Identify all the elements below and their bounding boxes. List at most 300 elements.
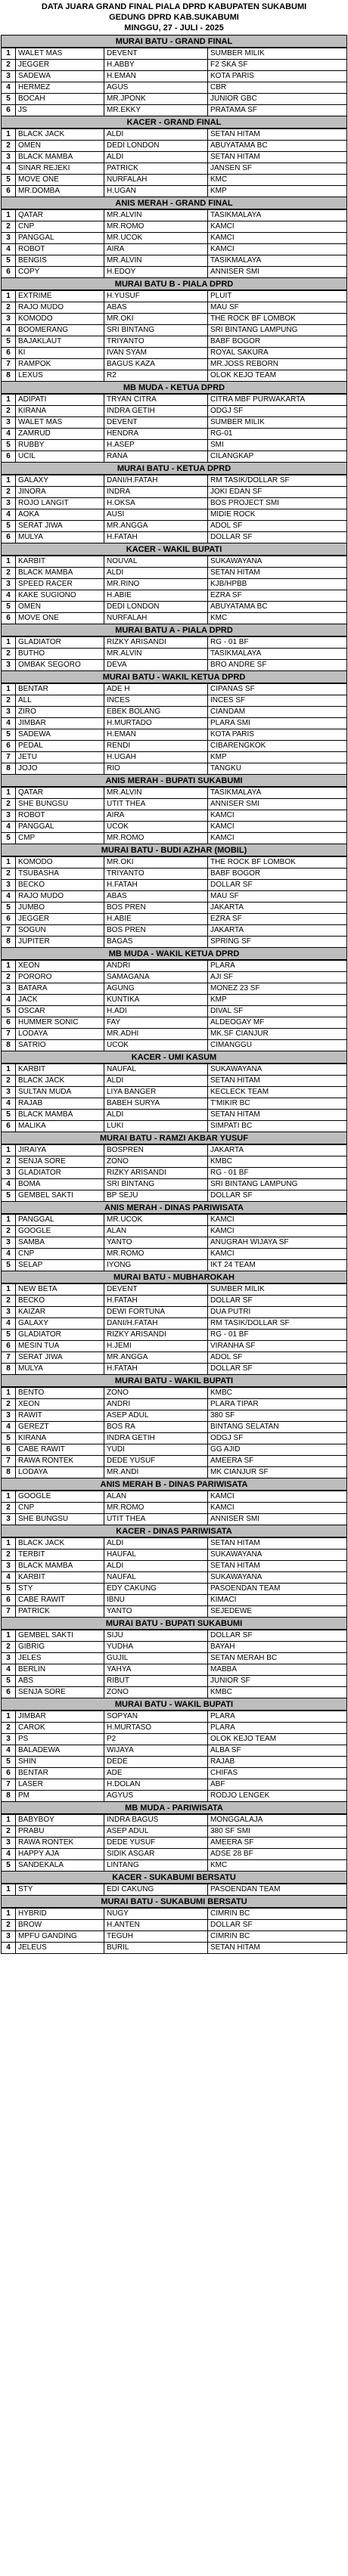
owner-cell: H.MURTADO xyxy=(104,718,208,729)
rank-cell: 1 xyxy=(2,857,16,868)
table-row xyxy=(2,590,347,602)
rank-cell: 7 xyxy=(2,752,16,763)
rank-cell: 5 xyxy=(2,94,16,105)
result-section xyxy=(1,1375,347,1478)
rank-cell: 6 xyxy=(2,532,16,543)
bird-name-cell: JELEUS xyxy=(16,1943,104,1954)
header-title: DATA JUARA GRAND FINAL PIALA DPRD KABUPATEN SUKABUMI xyxy=(41,2,307,11)
team-cell: DOLLAR SF xyxy=(208,1296,347,1307)
results-table xyxy=(1,787,347,844)
bird-name-cell: GALAXY xyxy=(16,475,104,487)
bird-name-cell: CNP xyxy=(16,1249,104,1260)
bird-name-cell: KIRANA xyxy=(16,406,104,417)
table-row xyxy=(2,221,347,233)
section-title: MURAI BATU - MUBHAROKAH xyxy=(1,1271,347,1283)
bird-name-cell: HUMMER SONIC xyxy=(16,1017,104,1029)
rank-cell: 5 xyxy=(2,255,16,267)
team-cell: ABUYATAMA BC xyxy=(208,141,347,152)
owner-cell: DEDE YUSUF xyxy=(104,1456,208,1467)
table-row xyxy=(2,1884,347,1896)
bird-name-cell: BENGIS xyxy=(16,255,104,267)
results-table xyxy=(1,1064,347,1132)
result-section xyxy=(1,1051,347,1132)
bird-name-cell: STY xyxy=(16,1884,104,1896)
owner-cell: H.FATAH xyxy=(104,1364,208,1375)
team-cell: KOTA PARIS xyxy=(208,729,347,741)
section-title: MB MUDA - WAKIL KETUA DPRD xyxy=(1,948,347,960)
bird-name-cell: EXTRIME xyxy=(16,291,104,302)
section-title: MB MUDA - KETUA DPRD xyxy=(1,382,347,394)
rank-cell: 8 xyxy=(2,1467,16,1478)
bird-name-cell: PANGGAL xyxy=(16,233,104,244)
bird-name-cell: GEMBEL SAKTI xyxy=(16,1630,104,1642)
rank-cell: 4 xyxy=(2,1572,16,1584)
owner-cell: INDRA xyxy=(104,487,208,498)
table-row xyxy=(2,1826,347,1838)
table-row xyxy=(2,613,347,624)
section-title: MURAI BATU B - PIALA DPRD xyxy=(1,278,347,290)
rank-cell: 3 xyxy=(2,880,16,891)
rank-cell: 5 xyxy=(2,175,16,186)
section-title: KACER - UMI KASUM xyxy=(1,1051,347,1064)
rank-cell: 4 xyxy=(2,822,16,833)
rank-cell: 1 xyxy=(2,961,16,972)
table-row xyxy=(2,1087,347,1098)
document xyxy=(1,0,347,1954)
results-table xyxy=(1,1908,347,1954)
owner-cell: INDRA GETIH xyxy=(104,406,208,417)
owner-cell: ABAS xyxy=(104,302,208,314)
result-section xyxy=(1,624,347,671)
bird-name-cell: JINORA xyxy=(16,487,104,498)
owner-cell: SOPYAN xyxy=(104,1711,208,1723)
bird-name-cell: ZAMRUD xyxy=(16,429,104,440)
bird-name-cell: JEGGER xyxy=(16,914,104,925)
section-title: MURAI BATU - SUKABUMI BERSATU xyxy=(1,1896,347,1908)
bird-name-cell: SOGUN xyxy=(16,925,104,937)
rank-cell: 2 xyxy=(2,1826,16,1838)
bird-name-cell: GLADIATOR xyxy=(16,637,104,649)
rank-cell: 1 xyxy=(2,1909,16,1920)
table-row xyxy=(2,1388,347,1399)
team-cell: GG AJID xyxy=(208,1444,347,1456)
bird-name-cell: ALL xyxy=(16,695,104,707)
rank-cell: 6 xyxy=(2,105,16,116)
rank-cell: 5 xyxy=(2,1260,16,1271)
rank-cell: 6 xyxy=(2,1341,16,1352)
owner-cell: ALDI xyxy=(104,1110,208,1121)
rank-cell: 3 xyxy=(2,1653,16,1664)
team-cell: CIMANGGU xyxy=(208,1040,347,1051)
results-table xyxy=(1,1144,347,1202)
owner-cell: LINTANG xyxy=(104,1860,208,1872)
owner-cell: MR.OKI xyxy=(104,857,208,868)
rank-cell: 3 xyxy=(2,1931,16,1943)
team-cell: DIVAL SF xyxy=(208,1006,347,1017)
table-row xyxy=(2,417,347,429)
team-cell: SEJEDEWE xyxy=(208,1606,347,1618)
rank-cell: 8 xyxy=(2,1040,16,1051)
team-cell: BRO ANDRE SF xyxy=(208,660,347,671)
result-section xyxy=(1,463,347,543)
table-row xyxy=(2,1642,347,1653)
team-cell: KOTA PARIS xyxy=(208,71,347,82)
table-row xyxy=(2,163,347,175)
rank-cell: 3 xyxy=(2,1168,16,1179)
result-section xyxy=(1,775,347,844)
table-row xyxy=(2,1606,347,1618)
table-row xyxy=(2,1318,347,1330)
owner-cell: H.UGAH xyxy=(104,752,208,763)
rank-cell: 5 xyxy=(2,1190,16,1202)
bird-name-cell: COPY xyxy=(16,267,104,278)
team-cell: SUKAWAYANA xyxy=(208,1550,347,1561)
owner-cell: MR.ROMO xyxy=(104,1249,208,1260)
bird-name-cell: CNP xyxy=(16,1503,104,1514)
table-row xyxy=(2,695,347,707)
bird-name-cell: GEMBEL SAKTI xyxy=(16,1190,104,1202)
owner-cell: LUKI xyxy=(104,1121,208,1132)
team-cell: PLARA xyxy=(208,961,347,972)
team-cell: DUA PUTRI xyxy=(208,1307,347,1318)
bird-name-cell: BOCAH xyxy=(16,94,104,105)
rank-cell: 3 xyxy=(2,233,16,244)
bird-name-cell: BENTAR xyxy=(16,684,104,695)
rank-cell: 2 xyxy=(2,487,16,498)
rank-cell: 2 xyxy=(2,1226,16,1237)
rank-cell: 3 xyxy=(2,1307,16,1318)
bird-name-cell: KOMODO xyxy=(16,314,104,325)
results-table xyxy=(1,1491,347,1525)
team-cell: SUMBER MILIK xyxy=(208,1284,347,1296)
bird-name-cell: PS xyxy=(16,1734,104,1745)
rank-cell: 2 xyxy=(2,1920,16,1931)
owner-cell: MR.ALVIN xyxy=(104,255,208,267)
table-row xyxy=(2,1433,347,1444)
table-row xyxy=(2,1456,347,1467)
results-table xyxy=(1,1630,347,1698)
owner-cell: EBEK BOLANG xyxy=(104,707,208,718)
owner-cell: ASEP ADUL xyxy=(104,1826,208,1838)
team-cell: ALDEOGAY MF xyxy=(208,1017,347,1029)
bird-name-cell: QATAR xyxy=(16,210,104,221)
bird-name-cell: MALIKA xyxy=(16,1121,104,1132)
owner-cell: RIBUT xyxy=(104,1676,208,1687)
team-cell: 380 SF SMI xyxy=(208,1826,347,1838)
bird-name-cell: CNP xyxy=(16,221,104,233)
team-cell: KAMCI xyxy=(208,810,347,822)
bird-name-cell: KAKE SUGIONO xyxy=(16,590,104,602)
team-cell: RM TASIK/DOLLAR SF xyxy=(208,1318,347,1330)
table-row xyxy=(2,579,347,590)
table-row xyxy=(2,370,347,382)
bird-name-cell: CABE RAWIT xyxy=(16,1595,104,1606)
bird-name-cell: TSUBASHA xyxy=(16,868,104,880)
table-row xyxy=(2,752,347,763)
bird-name-cell: NEW BETA xyxy=(16,1284,104,1296)
rank-cell: 1 xyxy=(2,684,16,695)
owner-cell: MR.ALVIN xyxy=(104,210,208,221)
team-cell: KMC xyxy=(208,1860,347,1872)
owner-cell: MR.ANGGA xyxy=(104,521,208,532)
rank-cell: 2 xyxy=(2,302,16,314)
rank-cell: 6 xyxy=(2,1121,16,1132)
team-cell: KIMACI xyxy=(208,1595,347,1606)
team-cell: SETAN HITAM xyxy=(208,1076,347,1087)
rank-cell: 6 xyxy=(2,1595,16,1606)
owner-cell: H.EDOY xyxy=(104,267,208,278)
bird-name-cell: OSCAR xyxy=(16,1006,104,1017)
team-cell: RG - 01 BF xyxy=(208,637,347,649)
team-cell: CBR xyxy=(208,82,347,94)
owner-cell: RANA xyxy=(104,451,208,463)
rank-cell: 5 xyxy=(2,602,16,613)
rank-cell: 2 xyxy=(2,60,16,71)
table-row xyxy=(2,325,347,336)
section-title: ANIS MERAH - GRAND FINAL xyxy=(1,197,347,209)
team-cell: DOLLAR SF xyxy=(208,1364,347,1375)
bird-name-cell: GIBRIG xyxy=(16,1642,104,1653)
table-row xyxy=(2,1156,347,1168)
rank-cell: 2 xyxy=(2,868,16,880)
rank-cell: 1 xyxy=(2,1884,16,1896)
rank-cell: 6 xyxy=(2,1444,16,1456)
team-cell: ODGJ SF xyxy=(208,406,347,417)
table-row xyxy=(2,314,347,325)
bird-name-cell: BLACK JACK xyxy=(16,129,104,141)
table-row xyxy=(2,1260,347,1271)
team-cell: PASOENDAN TEAM xyxy=(208,1584,347,1595)
result-section xyxy=(1,36,347,116)
owner-cell: UCOK xyxy=(104,822,208,833)
table-row xyxy=(2,868,347,880)
table-row xyxy=(2,1110,347,1121)
owner-cell: NUGY xyxy=(104,1909,208,1920)
bird-name-cell: JUPITER xyxy=(16,937,104,948)
owner-cell: P2 xyxy=(104,1734,208,1745)
rank-cell: 4 xyxy=(2,1849,16,1860)
bird-name-cell: XEON xyxy=(16,1399,104,1410)
bird-name-cell: KI xyxy=(16,348,104,359)
bird-name-cell: BALADEWA xyxy=(16,1745,104,1757)
bird-name-cell: JOJO xyxy=(16,763,104,775)
owner-cell: DEVENT xyxy=(104,417,208,429)
rank-cell: 7 xyxy=(2,925,16,937)
table-row xyxy=(2,255,347,267)
result-section xyxy=(1,1698,347,1802)
table-row xyxy=(2,1215,347,1226)
owner-cell: UTIT THEA xyxy=(104,799,208,810)
bird-name-cell: BECKO xyxy=(16,880,104,891)
owner-cell: DEVENT xyxy=(104,48,208,60)
team-cell: AMEERA SF xyxy=(208,1838,347,1849)
team-cell: ANNISER SMI xyxy=(208,267,347,278)
bird-name-cell: LASER xyxy=(16,1779,104,1791)
rank-cell: 6 xyxy=(2,1687,16,1698)
rank-cell: 1 xyxy=(2,1491,16,1503)
team-cell: SETAN HITAM xyxy=(208,1110,347,1121)
table-row xyxy=(2,1352,347,1364)
rank-cell: 2 xyxy=(2,1296,16,1307)
result-section xyxy=(1,1618,347,1698)
owner-cell: RIZKY ARISANDI xyxy=(104,1330,208,1341)
table-row xyxy=(2,175,347,186)
results-table xyxy=(1,683,347,775)
table-row xyxy=(2,1779,347,1791)
owner-cell: BAGUS KAZA xyxy=(104,359,208,370)
table-row xyxy=(2,440,347,451)
result-section xyxy=(1,948,347,1051)
table-row xyxy=(2,451,347,463)
table-row xyxy=(2,1145,347,1156)
team-cell: KECLECK TEAM xyxy=(208,1087,347,1098)
bird-name-cell: GLADIATOR xyxy=(16,1168,104,1179)
owner-cell: BOS PREN xyxy=(104,925,208,937)
rank-cell: 2 xyxy=(2,1723,16,1734)
bird-name-cell: CMP xyxy=(16,833,104,844)
owner-cell: AGYUS xyxy=(104,1791,208,1802)
results-table xyxy=(1,960,347,1051)
team-cell: AJI SF xyxy=(208,972,347,983)
table-row xyxy=(2,487,347,498)
team-cell: SPRING SF xyxy=(208,937,347,948)
result-section xyxy=(1,382,347,463)
results-table xyxy=(1,636,347,671)
document-header xyxy=(1,0,347,36)
rank-cell: 5 xyxy=(2,1110,16,1121)
team-cell: SETAN HITAM xyxy=(208,152,347,163)
rank-cell: 1 xyxy=(2,475,16,487)
bird-name-cell: MULYA xyxy=(16,532,104,543)
table-row xyxy=(2,995,347,1006)
bird-name-cell: ADIPATI xyxy=(16,395,104,406)
rank-cell: 2 xyxy=(2,972,16,983)
table-row xyxy=(2,60,347,71)
owner-cell: ALDI xyxy=(104,1561,208,1572)
bird-name-cell: SHIN xyxy=(16,1757,104,1768)
table-row xyxy=(2,660,347,671)
bird-name-cell: JIMBAR xyxy=(16,718,104,729)
bird-name-cell: JS xyxy=(16,105,104,116)
owner-cell: MR.ANGGA xyxy=(104,1352,208,1364)
owner-cell: H.ABIE xyxy=(104,914,208,925)
table-row xyxy=(2,509,347,521)
team-cell: PRATAMA SF xyxy=(208,105,347,116)
team-cell: SUMBER MILIK xyxy=(208,417,347,429)
owner-cell: H.ABBY xyxy=(104,60,208,71)
owner-cell: RIO xyxy=(104,763,208,775)
bird-name-cell: KARBIT xyxy=(16,556,104,568)
owner-cell: YAHYA xyxy=(104,1664,208,1676)
bird-name-cell: SADEWA xyxy=(16,729,104,741)
rank-cell: 8 xyxy=(2,763,16,775)
table-row xyxy=(2,1849,347,1860)
table-row xyxy=(2,925,347,937)
owner-cell: ALDI xyxy=(104,129,208,141)
rank-cell: 3 xyxy=(2,660,16,671)
owner-cell: R2 xyxy=(104,370,208,382)
owner-cell: DANI/H.FATAH xyxy=(104,1318,208,1330)
bird-name-cell: BLACK MAMBA xyxy=(16,1110,104,1121)
bird-name-cell: XEON xyxy=(16,961,104,972)
rank-cell: 1 xyxy=(2,1284,16,1296)
rank-cell: 8 xyxy=(2,937,16,948)
rank-cell: 6 xyxy=(2,741,16,752)
team-cell: MONEZ 23 SF xyxy=(208,983,347,995)
table-row xyxy=(2,1467,347,1478)
rank-cell: 1 xyxy=(2,637,16,649)
header-date: MINGGU, 27 - JULI - 2025 xyxy=(124,23,224,33)
bird-name-cell: BECKO xyxy=(16,1296,104,1307)
owner-cell: MR.EKKY xyxy=(104,105,208,116)
table-row xyxy=(2,707,347,718)
rank-cell: 3 xyxy=(2,1561,16,1572)
owner-cell: IBNU xyxy=(104,1595,208,1606)
team-cell: KMBC xyxy=(208,1388,347,1399)
rank-cell: 6 xyxy=(2,1768,16,1779)
team-cell: KMC xyxy=(208,613,347,624)
rank-cell: 2 xyxy=(2,1156,16,1168)
bird-name-cell: PEDAL xyxy=(16,741,104,752)
bird-name-cell: RAWIT xyxy=(16,1410,104,1422)
team-cell: PLUIT xyxy=(208,291,347,302)
section-title: ANIS MERAH - DINAS PARIWISATA xyxy=(1,1202,347,1214)
bird-name-cell: PANGGAL xyxy=(16,822,104,833)
section-title: MURAI BATU - GRAND FINAL xyxy=(1,36,347,48)
bird-name-cell: MESIN TUA xyxy=(16,1341,104,1352)
owner-cell: H.ABIE xyxy=(104,590,208,602)
owner-cell: YANTO xyxy=(104,1237,208,1249)
table-row xyxy=(2,267,347,278)
table-row xyxy=(2,1121,347,1132)
owner-cell: ZONO xyxy=(104,1388,208,1399)
bird-name-cell: MPFU GANDING xyxy=(16,1931,104,1943)
team-cell: CITRA MBF PURWAKARTA xyxy=(208,395,347,406)
table-row xyxy=(2,822,347,833)
result-section xyxy=(1,116,347,197)
table-row xyxy=(2,1226,347,1237)
bird-name-cell: MOVE ONE xyxy=(16,175,104,186)
rank-cell: 1 xyxy=(2,1815,16,1826)
rank-cell: 1 xyxy=(2,1388,16,1399)
table-row xyxy=(2,1040,347,1051)
team-cell: INCES SF xyxy=(208,695,347,707)
results-table xyxy=(1,1214,347,1271)
bird-name-cell: OMBAK SEGORO xyxy=(16,660,104,671)
table-row xyxy=(2,1064,347,1076)
rank-cell: 3 xyxy=(2,579,16,590)
rank-cell: 1 xyxy=(2,1711,16,1723)
team-cell: SRI BINTANG LAMPUNG xyxy=(208,1179,347,1190)
team-cell: BABF BOGOR xyxy=(208,336,347,348)
section-title: ANIS MERAH B - DINAS PARIWISATA xyxy=(1,1478,347,1491)
table-row xyxy=(2,799,347,810)
team-cell: ANNISER SMI xyxy=(208,1514,347,1525)
table-row xyxy=(2,244,347,255)
team-cell: TASIKMALAYA xyxy=(208,255,347,267)
bird-name-cell: PM xyxy=(16,1791,104,1802)
owner-cell: H.EMAN xyxy=(104,729,208,741)
owner-cell: H.YUSUF xyxy=(104,291,208,302)
team-cell: SUKAWAYANA xyxy=(208,1064,347,1076)
owner-cell: RIZKY ARISANDI xyxy=(104,1168,208,1179)
table-row xyxy=(2,82,347,94)
bird-name-cell: SULTAN MUDA xyxy=(16,1087,104,1098)
table-row xyxy=(2,1815,347,1826)
team-cell: EZRA SF xyxy=(208,914,347,925)
table-row xyxy=(2,1076,347,1087)
team-cell: PLARA SMI xyxy=(208,718,347,729)
